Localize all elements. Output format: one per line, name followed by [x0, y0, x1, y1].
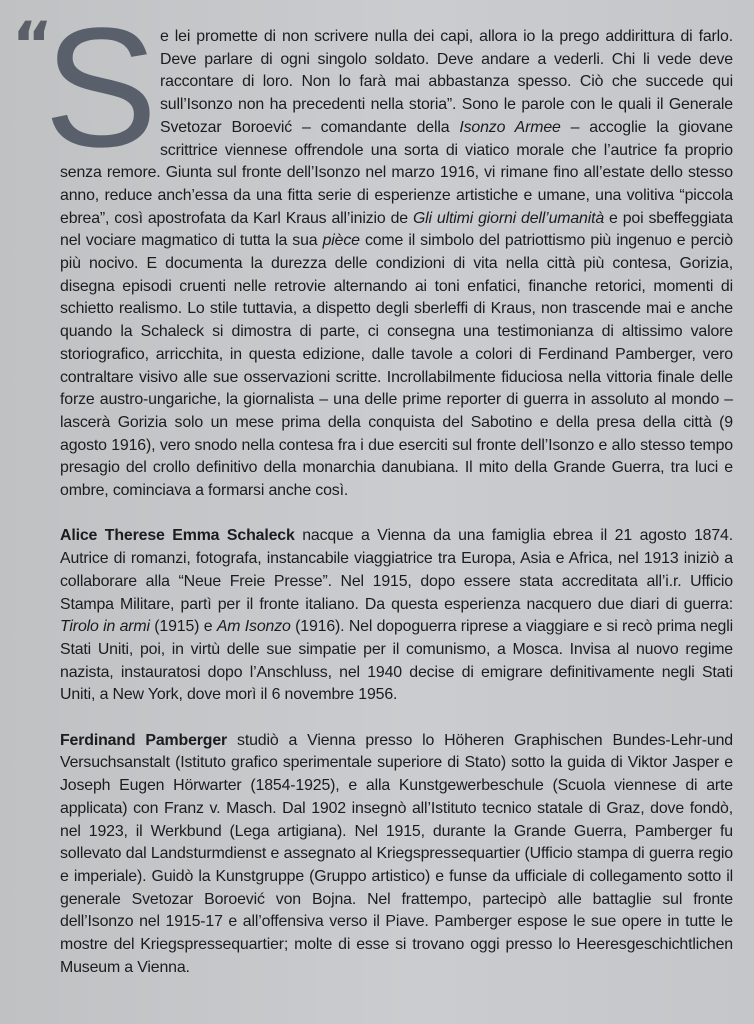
intro-text-3: e poi sbeffeggiata nel vociare magmatico di tutta la sua: [60, 209, 733, 250]
bio-pamberger-paragraph: [60, 730, 733, 980]
bio-schaleck-italic-2: Am Isonzo: [216, 618, 291, 636]
intro-text-4: come il simbolo del patriottismo più ingenuo e perciò più nocivo. E documenta la durezza delle condizioni di vita nella città più contesa, Gorizia, disegna episodi cruenti nelle retrovie alternando ai toni enfatici, finanche retorici, momenti di schietto realismo. Lo stile tuttavia, a dispetto degli sberleffi di Kraus, non trascende mai e anche quando la Schaleck si dimostra di parte, ci consegna una testimonianza di altissimo valore storiografico, arricchita, in questa edizione, dalle tavole a colori di Ferdinand Pamberger, vero contraltare visivo alle sue osservazioni scritte. Incrollabilmente fiduciosa nella vittoria finale delle forze austro-ungariche, la giornalista – una delle prime reporter di guerra in assoluto al mondo – lascerà Gorizia solo un mese prima della conquista del Sabotino e della presa della città (9 agosto 1916), vero snodo nella contesa fra i due eserciti sul fronte dell’Isonzo e allo stesso tempo presagio del crollo definitivo della monarchia danubiana. Il mito della Grande Guerra, tra luci e ombre, cominciava a formarsi anche così.: [60, 232, 733, 500]
intro-text-2: – accoglie la giovane scrittrice viennese offrendole una sorta di viatico morale che l’autrice fa proprio senza remore. Giunta sul fronte dell’Isonzo nel marzo 1916, vi rimane fino all’estate dello stesso anno, reduce anch’essa da una fitta serie di esperienze artistiche e umane, una volitiva “piccola ebrea”, così apostrofata da Karl Kraus all’inizio de: [60, 118, 733, 227]
bio-schaleck-italic-1: Tirolo in armi: [60, 618, 150, 636]
intro-paragraph: [60, 26, 733, 503]
bio-pamberger-text-1: studiò a Vienna presso lo Höheren Graphischen Bundes-Lehr-und Versuchsanstalt (Istituto grafico sperimentale superiore di Stato) sotto la guida di Viktor Jasper e Joseph Eugen Hörwarter (1854-1925), e alla Kunstgewerbeschule (Scuola viennese di arte applicata) con Franz v. Masch. Dal 1902 insegnò all’Istituto tecnico statale di Graz, dove fondò, nel 1923, il Werkbund (Lega artigiana). Nel 1915, durante la Grande Guerra, Pamberger fu sollevato dal Landsturmdienst e assegnato al Kriegspressequartier (Ufficio stampa di guerra regio e imperiale). Guidò la Kunstgruppe (Gruppo artistico) e funse da ufficiale di collegamento sotto il generale Svetozar Boroević von Bojna. Nel frattempo, partecipò alle battaglie sul fronte dell’Isonzo nel 1915-17 e all’offensiva verso il Piave. Pamberger espose le sue opere in tutte le mostre del Kriegspressequartier; molte di esse si trovano oggi presso lo Heeresgeschichtlichen Museum a Vienna.: [60, 731, 733, 976]
dropcap-letter: S: [44, 0, 158, 183]
intro-italic-2: Gli ultimi giorni dell’umanità: [412, 209, 605, 227]
article-body: [60, 26, 733, 980]
paragraph-gap: [60, 707, 733, 730]
opening-quote-mark: “: [12, 8, 53, 81]
bio-pamberger-name: Ferdinand Pamberger: [60, 731, 228, 749]
intro-italic-3: pièce: [322, 232, 360, 250]
intro-italic-1: Isonzo Armee: [459, 118, 561, 136]
bio-schaleck-text-1: nacque a Vienna da una famiglia ebrea il 21 agosto 1874. Autrice di romanzi, fotografa, instancabile viaggiatrice tra Europa, Asia e Africa, nel 1913 iniziò a collaborare alla “Neue Freie Presse”. Nel 1915, dopo essere stata accreditata all’i.r. Ufficio Stampa Militare, partì per il fronte italiano. Da questa esperienza nacquero due diari di guerra:: [60, 527, 733, 613]
bio-schaleck-name: Alice Therese Emma Schaleck: [60, 527, 295, 545]
bio-schaleck-text-2: (1915) e: [149, 618, 217, 636]
dropcap-spacer: [60, 26, 160, 162]
paragraph-gap: [60, 503, 733, 526]
bio-schaleck-text-3: (1916). Nel dopoguerra riprese a viaggiare e si recò prima negli Stati Uniti, poi, in virtù delle sue simpatie per il comunismo, a Mosca. Invisa al nuovo regime nazista, instauratosi dopo l’Anschluss, nel 1940 decise di emigrare definitivamente negli Stati Uniti, a New York, dove morì il 6 novembre 1956.: [60, 618, 733, 704]
intro-text-1: e lei promette di non scrivere nulla dei capi, allora io la prego addirittura di farlo. Deve parlare di ogni singolo soldato. Deve andare a vederli. Chi li vede deve raccontare di loro. Non lo farà mai abbastanza spesso. Ciò che succede qui sull’Isonzo non ha precedenti nella storia”. Sono le parole con le quali il Generale Svetozar Boroević – comandante della: [160, 28, 733, 136]
bio-schaleck-paragraph: [60, 525, 733, 707]
